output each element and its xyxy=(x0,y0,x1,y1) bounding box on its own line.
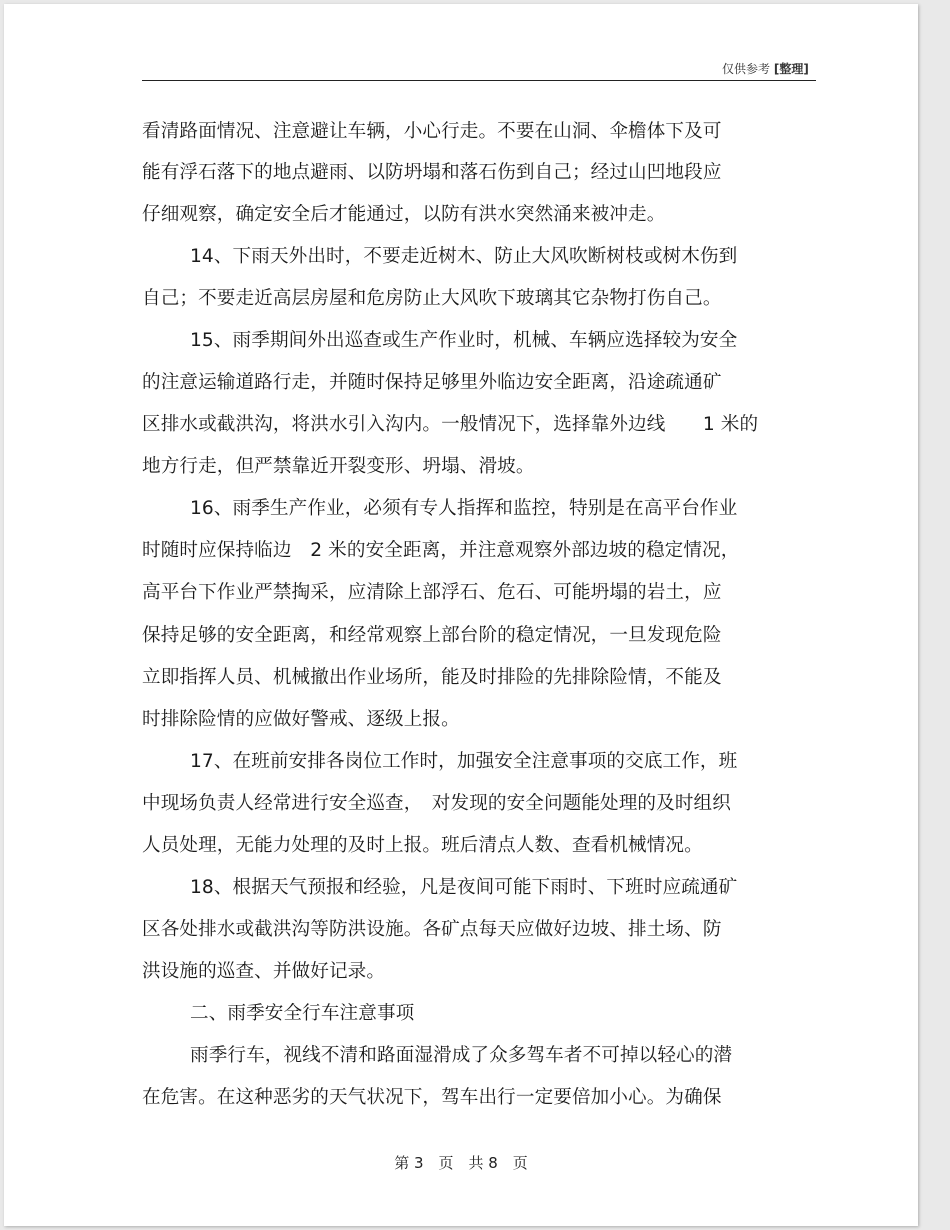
paragraph-start-18: 18、根据天气预报和经验，凡是夜间可能下雨时、下班时应疏通矿 xyxy=(190,877,738,898)
page-header xyxy=(722,60,809,77)
body-line: 时随时应保持临边 2 米的安全距离，并注意观察外部边坡的稳定情况， xyxy=(142,540,740,561)
paragraph-start-17: 17、在班前安排各岗位工作时，加强安全注意事项的交底工作，班 xyxy=(190,751,738,772)
body-line: 立即指挥人员、机械撤出作业场所，能及时排险的先排除险情，不能及 xyxy=(142,667,722,688)
body-line: 看清路面情况、注意避让车辆，小心行走。不要在山洞、伞檐体下及可 xyxy=(142,121,722,142)
paragraph-start-15: 15、雨季期间外出巡查或生产作业时，机械、车辆应选择较为安全 xyxy=(190,330,738,351)
body-line: 时排除险情的应做好警戒、逐级上报。 xyxy=(142,709,460,730)
body-line: 自己；不要走近高层房屋和危房防止大风吹下玻璃其它杂物打伤自己。 xyxy=(142,288,722,309)
paragraph-start-14: 14、下雨天外出时，不要走近树木、防止大风吹断树枝或树木伤到 xyxy=(190,246,738,267)
body-line: 洪设施的巡查、并做好记录。 xyxy=(142,961,386,982)
header-tag: [整理] xyxy=(773,62,809,76)
body-line: 地方行走，但严禁靠近开裂变形、坍塌、滑坡。 xyxy=(142,456,535,477)
header-reference: 仅供参考 xyxy=(722,62,771,76)
document-page xyxy=(4,4,918,1226)
body-line: 区各处排水或截洪沟等防洪设施。各矿点每天应做好边坡、排土场、防 xyxy=(142,919,722,940)
body-line: 人员处理，无能力处理的及时上报。班后清点人数、查看机械情况。 xyxy=(142,835,703,856)
body-line: 在危害。在这种恶劣的天气状况下，驾车出行一定要倍加小心。为确保 xyxy=(142,1087,722,1108)
header-divider xyxy=(142,80,816,81)
body-line: 保持足够的安全距离，和经常观察上部台阶的稳定情况，一旦发现危险 xyxy=(142,625,722,646)
paragraph-start: 雨季行车，视线不清和路面湿滑成了众多驾车者不可掉以轻心的潜 xyxy=(190,1045,733,1066)
body-line: 能有浮石落下的地点避雨、以防坍塌和落石伤到自己；经过山凹地段应 xyxy=(142,162,722,183)
body-line: 中现场负责人经常进行安全巡查， 对发现的安全问题能处理的及时组织 xyxy=(142,793,731,814)
page-number-footer: 第 3 页 共 8 页 xyxy=(394,1154,528,1172)
paragraph-start-16: 16、雨季生产作业，必须有专人指挥和监控，特别是在高平台作业 xyxy=(190,498,738,519)
body-line: 仔细观察，确定安全后才能通过，以防有洪水突然涌来被冲走。 xyxy=(142,204,666,225)
body-line: 的注意运输道路行走，并随时保持足够里外临边安全距离，沿途疏通矿 xyxy=(142,372,722,393)
body-line: 区排水或截洪沟，将洪水引入沟内。一般情况下，选择靠外边线 1 米的 xyxy=(142,414,759,435)
section-heading: 二、雨季安全行车注意事项 xyxy=(190,1003,415,1024)
body-line: 高平台下作业严禁掏采，应清除上部浮石、危石、可能坍塌的岩土，应 xyxy=(142,582,722,603)
